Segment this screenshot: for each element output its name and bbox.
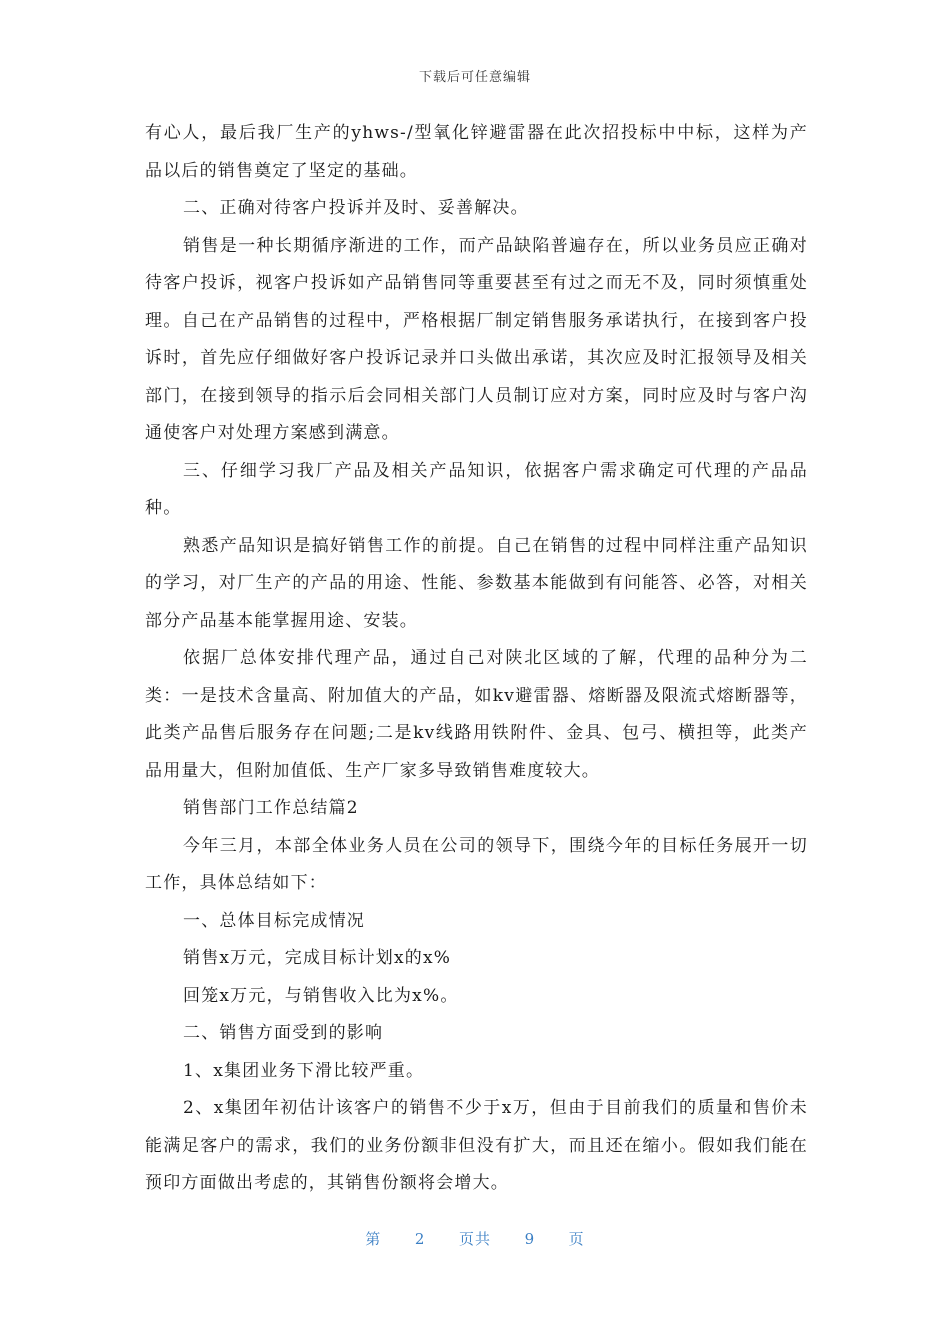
footer-middle: 页共 bbox=[458, 1230, 491, 1248]
paragraph: 依据厂总体安排代理产品，通过自己对陕北区域的了解，代理的品种分为二类：一是技术含量高、附加值大的产品，如kv避雷器、熔断器及限流式熔断器等，此类产品售后服务存在问题;二是kv线路用铁附件、金具、包弓、横担等，此类产品用量大，但附加值低、生产厂家多导致销售难度较大。 bbox=[145, 648, 808, 781]
total-pages-number: 9 bbox=[524, 1230, 536, 1248]
document-body bbox=[145, 115, 808, 1203]
section-heading: 二、正确对待客户投诉并及时、妥善解决。 bbox=[183, 198, 529, 218]
page-header: 下载后可任意编辑 bbox=[418, 70, 531, 85]
paragraph: 有心人，最后我厂生产的yhws-/型氧化锌避雷器在此次招投标中中标，这样为产品以后的销售奠定了坚定的基础。 bbox=[145, 123, 808, 181]
list-item: 2、x集团年初估计该客户的销售不少于x万，但由于目前我们的质量和售价未能满足客户的需求，我们的业务份额非但没有扩大，而且还在缩小。假如我们能在预印方面做出考虑的，其销售份额将会增大。 bbox=[145, 1098, 808, 1193]
current-page-number: 2 bbox=[414, 1230, 426, 1248]
paragraph: 今年三月，本部全体业务人员在公司的领导下，围绕今年的目标任务展开一切工作，具体总结如下： bbox=[145, 835, 808, 893]
section-heading: 一、总体目标完成情况 bbox=[183, 910, 365, 931]
article-title: 销售部门工作总结篇2 bbox=[183, 798, 359, 818]
footer-prefix: 第 bbox=[365, 1230, 382, 1248]
paragraph: 熟悉产品知识是搞好销售工作的前提。自己在销售的过程中同样注重产品知识的学习，对厂生产的产品的用途、性能、参数基本能做到有问能答、必答，对相关部分产品基本能掌握用途、安装。 bbox=[145, 535, 808, 631]
list-item: 1、x集团业务下滑比较严重。 bbox=[183, 1060, 425, 1081]
paragraph: 销售x万元，完成目标计划x的x% bbox=[183, 948, 452, 968]
page-footer bbox=[0, 1228, 950, 1249]
section-heading: 三、仔细学习我厂产品及相关产品知识，依据客户需求确定可代理的产品品种。 bbox=[145, 460, 808, 518]
paragraph: 回笼x万元，与销售收入比为x%。 bbox=[183, 985, 459, 1006]
footer-suffix: 页 bbox=[568, 1230, 585, 1248]
paragraph: 销售是一种长期循序渐进的工作，而产品缺陷普遍存在，所以业务员应正确对待客户投诉，视客户投诉如产品销售同等重要甚至有过之而无不及，同时须慎重处理。自己在产品销售的过程中，严格根据厂制定销售服务承诺执行，在接到客户投诉时，首先应仔细做好客户投诉记录并口头做出承诺，其次应及时汇报领导及相关部门，在接到领导的指示后会同相关部门人员制订应对方案，同时应及时与客户沟通使客户对处理方案感到满意。 bbox=[145, 235, 808, 443]
section-heading: 二、销售方面受到的影响 bbox=[183, 1023, 384, 1043]
